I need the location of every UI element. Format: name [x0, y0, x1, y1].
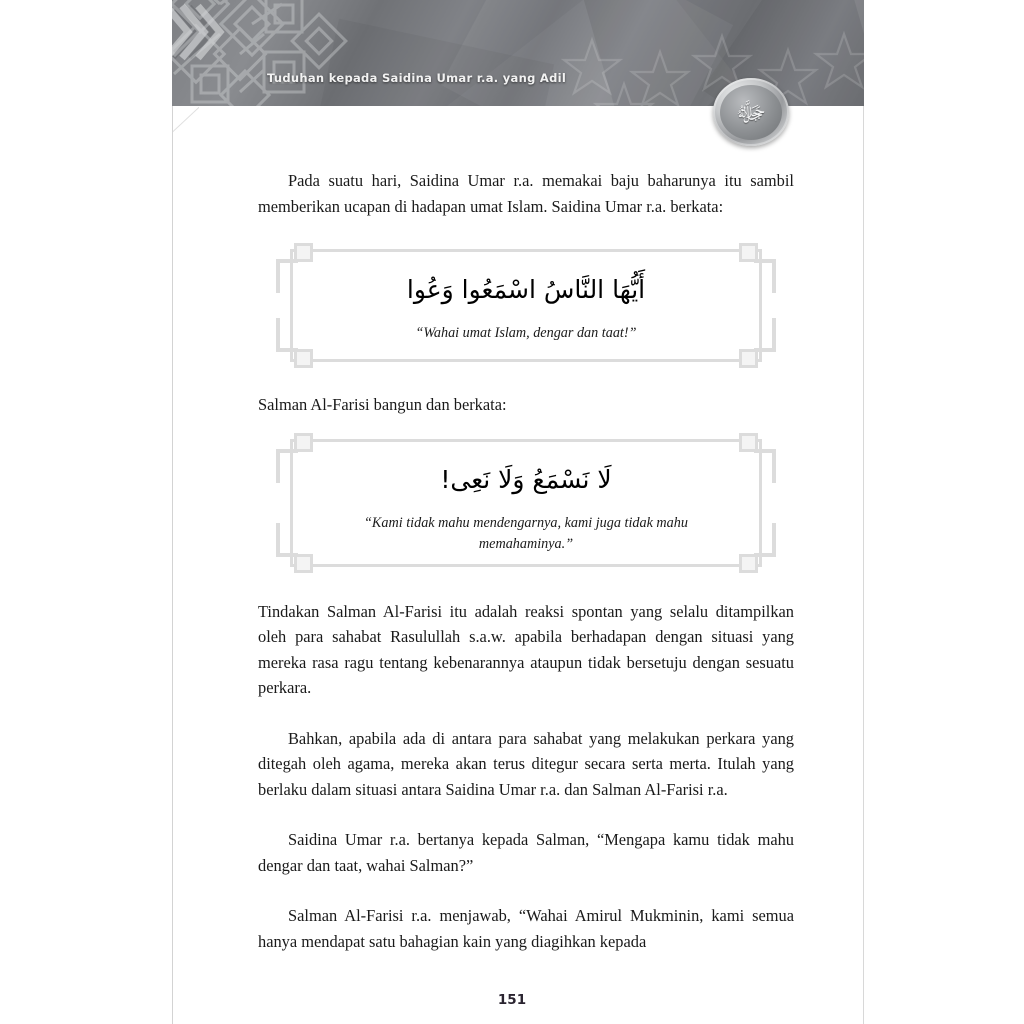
islamic-geometric-pattern	[172, 0, 372, 106]
quote-translation-text: “Kami tidak mahu mendengarnya, kami juga tidak mahu memahaminya.”	[364, 514, 688, 552]
page-frame-left-rule	[172, 106, 173, 1024]
corner-diagonal-line	[173, 107, 199, 133]
spacer	[258, 878, 794, 903]
spacer	[258, 370, 794, 392]
quote-arabic-text: أَيُّهَا النَّاسُ اسْمَعُوا وَعُوا	[406, 275, 646, 304]
spacer	[258, 417, 794, 431]
arabic-calligraphy-icon: ﷻ	[735, 96, 767, 128]
paragraph-1: Pada suatu hari, Saidina Umar r.a. memakai baju baharunya itu sambil memberikan ucapan di hadapan umat Islam. Saidina Umar r.a. berkata:	[258, 171, 794, 216]
quote-box-2	[276, 431, 776, 575]
spacer	[258, 219, 794, 241]
calligraphy-medallion-seal	[713, 78, 789, 146]
page-frame-right-rule	[863, 106, 864, 1024]
page-frame-corner-nick	[173, 107, 199, 133]
spacer	[258, 575, 794, 599]
quote-box-1	[276, 241, 776, 370]
quote-arabic-text: لَا نَسْمَعُ وَلَا نَعِى!	[440, 465, 612, 494]
paragraph-3: Tindakan Salman Al-Farisi itu adalah reaksi spontan yang selalu ditampilkan oleh para sahabat Rasulullah s.a.w. apabila berhadapan dengan situasi yang mereka rasa ragu tentang kebenarannya ataupun tidak bersetuju dengan sesuatu perkara.	[258, 601, 794, 697]
page-number: 151	[497, 992, 527, 1008]
quote-translation-text: “Wahai umat Islam, dengar dan taat!”	[415, 324, 637, 341]
paragraph-5: Saidina Umar r.a. bertanya kepada Salman, “Mengapa kamu tidak mahu dengar dan taat, wahai Salman?”	[258, 830, 794, 875]
spacer	[258, 802, 794, 827]
quote-box-content	[276, 431, 776, 575]
star-motif-decoration	[552, 0, 864, 106]
paragraph-2: Salman Al-Farisi bangun dan berkata:	[258, 394, 507, 414]
page-content	[258, 168, 794, 954]
header-title: Tuduhan kepada Saidina Umar r.a. yang Adil	[267, 71, 567, 85]
paragraph-4: Bahkan, apabila ada di antara para sahabat yang melakukan perkara yang ditegah oleh agama, mereka akan terus ditegur secara serta merta. Itulah yang berlaku dalam situasi antara Saidina Umar r.a. dan Salman Al-Farisi r.a.	[258, 728, 794, 799]
paragraph-6: Salman Al-Farisi r.a. menjawab, “Wahai Amirul Mukminin, kami semua hanya mendapat satu bahagian kain yang diagihkan kepada	[258, 906, 794, 951]
medallion-inner-disc	[720, 85, 782, 140]
spacer	[258, 701, 794, 726]
quote-box-content	[276, 241, 776, 370]
